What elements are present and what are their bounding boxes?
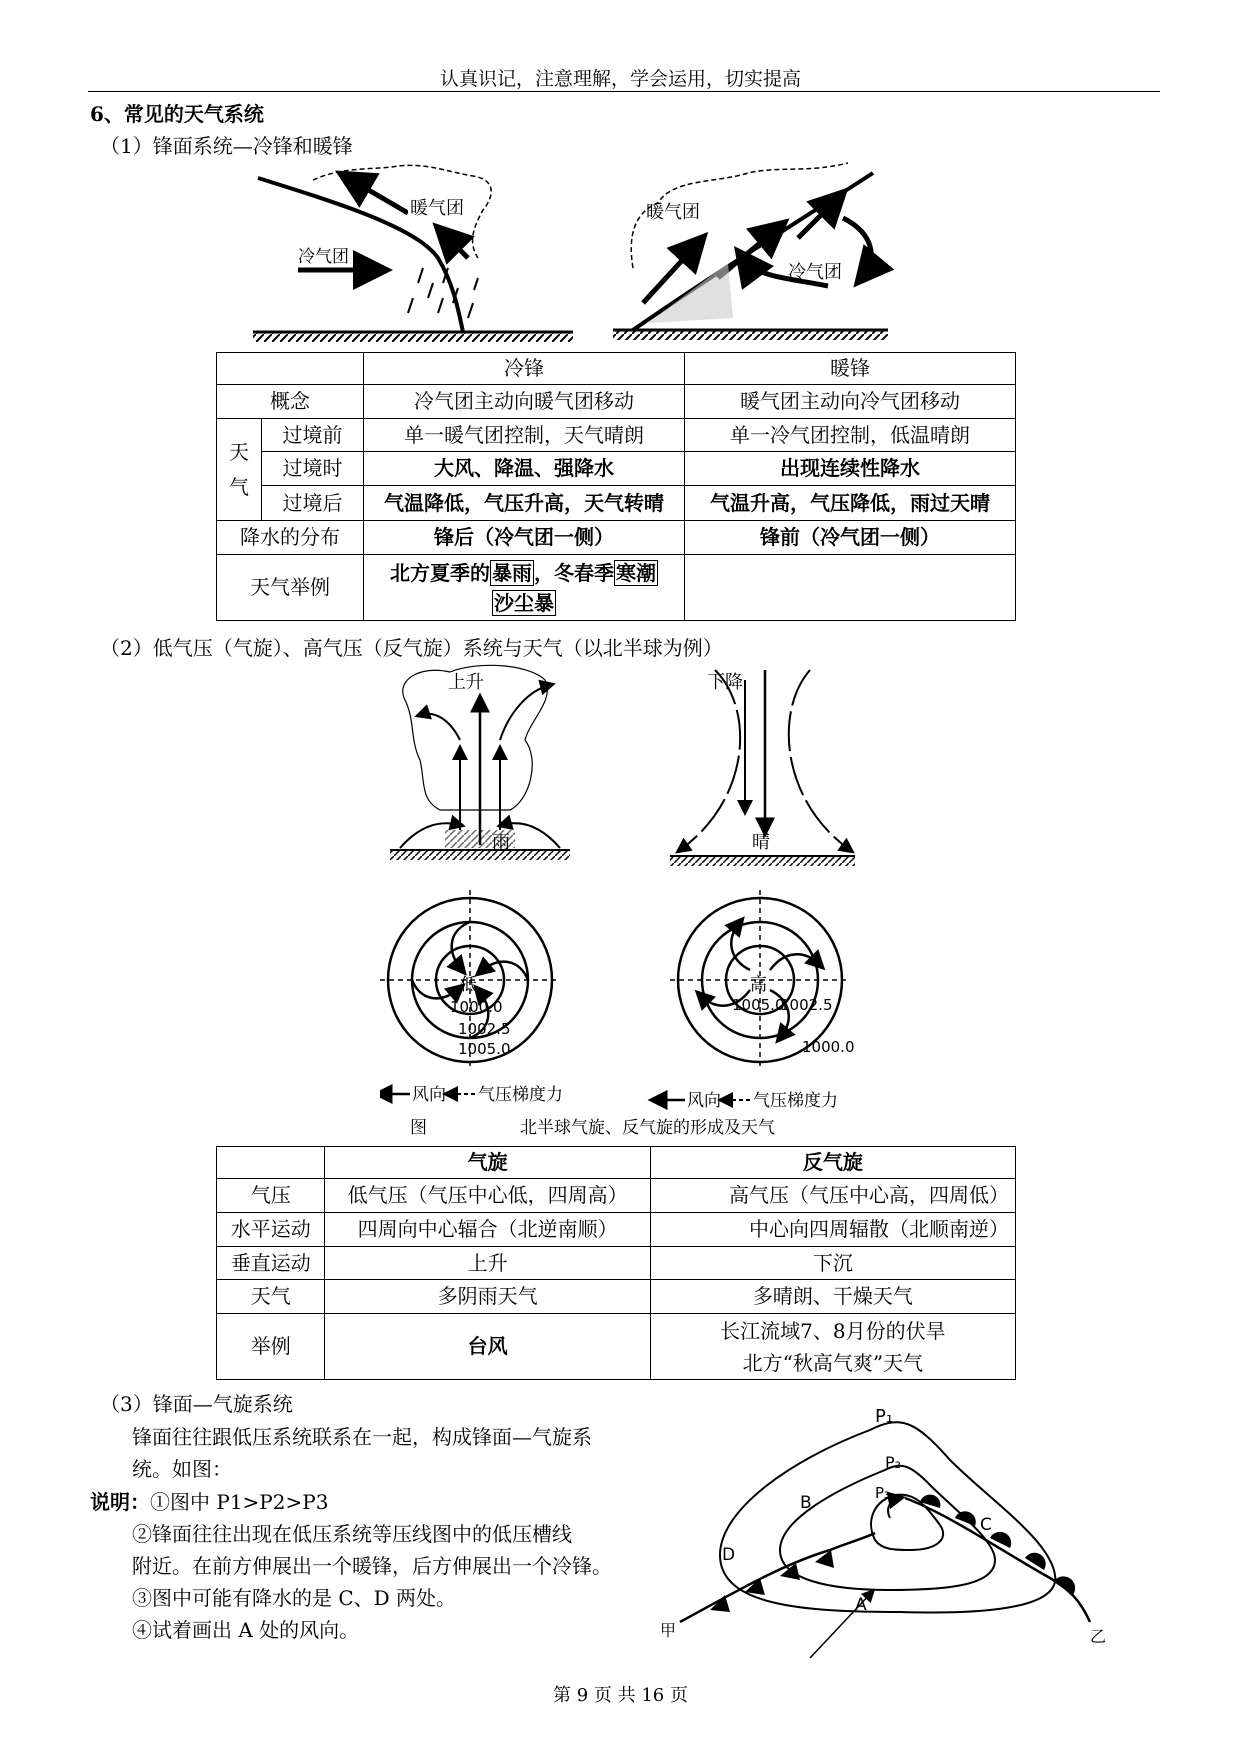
cold-front-diagram [253,165,573,342]
low-pressure-label: 低 [460,975,477,995]
section-title: 6、常见的天气系统 [90,102,264,126]
th-cold-front: 冷锋 [364,353,685,385]
svg-text:1000.0: 1000.0 [450,998,503,1016]
svg-text:1000.0: 1000.0 [802,1038,855,1056]
svg-text:P₂: P₂ [885,1453,902,1472]
figure-caption-prefix: 图 [410,1118,427,1138]
frontal-cyclone-diagram [650,1400,1120,1665]
svg-text:风向: 风向 [687,1091,721,1111]
svg-text:气压梯度力: 气压梯度力 [753,1091,838,1111]
cold-air-label-1: 冷气团 [298,247,349,267]
svg-text:D: D [722,1545,736,1565]
svg-text:1002.5: 1002.5 [780,996,833,1014]
sink-label: 下降 [707,672,743,693]
svg-text:气压梯度力: 气压梯度力 [478,1085,563,1105]
sunny-label: 晴 [752,832,770,853]
warm-front-diagram [613,163,888,340]
subsection-2-title: （2）低气压（气旋）、高气压（反气旋）系统与天气（以北半球为例） [100,636,723,660]
anticyclone-plan-view [670,890,855,1070]
row-label-after: 过境后 [262,486,364,521]
header-rule [88,91,1160,92]
row-label-example: 天气举例 [217,555,364,621]
cyclone-comparison-table: 气旋 反气旋 气压 低气压（气压中心低，四周高） 高气压（气压中心高，四周低） 水平运动 四周向中心辐合（北逆南顺） 中心向四周辐散（北顺南逆） 垂直运动 上升 下沉 天气 多阴雨天气 多晴朗、干燥天气 举例 台风 长江流域7、8月份的伏旱 北方“秋高气爽”天气 [216,1146,1016,1380]
warm-air-label-1: 暖气团 [410,198,464,219]
cyclone-diagram [380,660,900,1140]
svg-text:B: B [800,1493,812,1513]
row-label-during: 过境时 [262,452,364,486]
svg-text:1005.0: 1005.0 [458,1040,511,1058]
svg-text:A: A [855,1595,867,1615]
svg-text:C: C [980,1515,992,1535]
row-label-distribution: 降水的分布 [217,521,364,555]
page-header: 认真识记，注意理解，学会运用，切实提高 [439,68,801,90]
svg-text:P₁: P₁ [875,1406,894,1427]
front-comparison-table: 冷锋 暖锋 概念 冷气团主动向暖气团移动 暖气团主动向冷气团移动 天 气 过境前 单一暖气团控制，天气晴朗 单一冷气团控制，低温晴朗 过境时 大风、降温、强降水 出现连续性降水 过境后 气温降低，气压升高，天气转晴 气温升高，气压降低，雨过天晴 降水的分布 锋后（冷气团一侧） 锋前（冷气团一侧） 天气举例 北方夏季的 暴雨 ，冬春季 寒潮 沙尘暴 [216,352,1016,621]
svg-text:P₃: P₃ [875,1484,891,1502]
subsection-3-title: （3）锋面—气旋系统 [100,1392,293,1416]
row-label-before: 过境前 [262,419,364,452]
th-warm-front: 暖锋 [685,353,1016,385]
page-footer: 第 9 页 共 16 页 [553,1685,688,1706]
high-pressure-label: 高 [750,975,767,995]
svg-text:甲: 甲 [660,1621,677,1640]
svg-text:风向: 风向 [412,1085,446,1105]
front-diagram [248,158,998,348]
svg-text:乙: 乙 [1090,1627,1107,1646]
svg-text:1005.0: 1005.0 [732,996,785,1014]
subsection-1-title: （1）锋面系统—冷锋和暖锋 [100,134,353,158]
svg-text:1002.5: 1002.5 [458,1020,511,1038]
cold-air-label-2: 冷气团 [788,262,842,283]
warm-air-label-2: 暖气团 [646,202,700,223]
cyclone-plan-view [380,890,560,1070]
row-label-concept: 概念 [217,385,364,419]
figure-caption: 北半球气旋、反气旋的形成及天气 [520,1118,775,1138]
rain-label: 雨 [492,832,510,853]
rise-label: 上升 [448,672,484,693]
